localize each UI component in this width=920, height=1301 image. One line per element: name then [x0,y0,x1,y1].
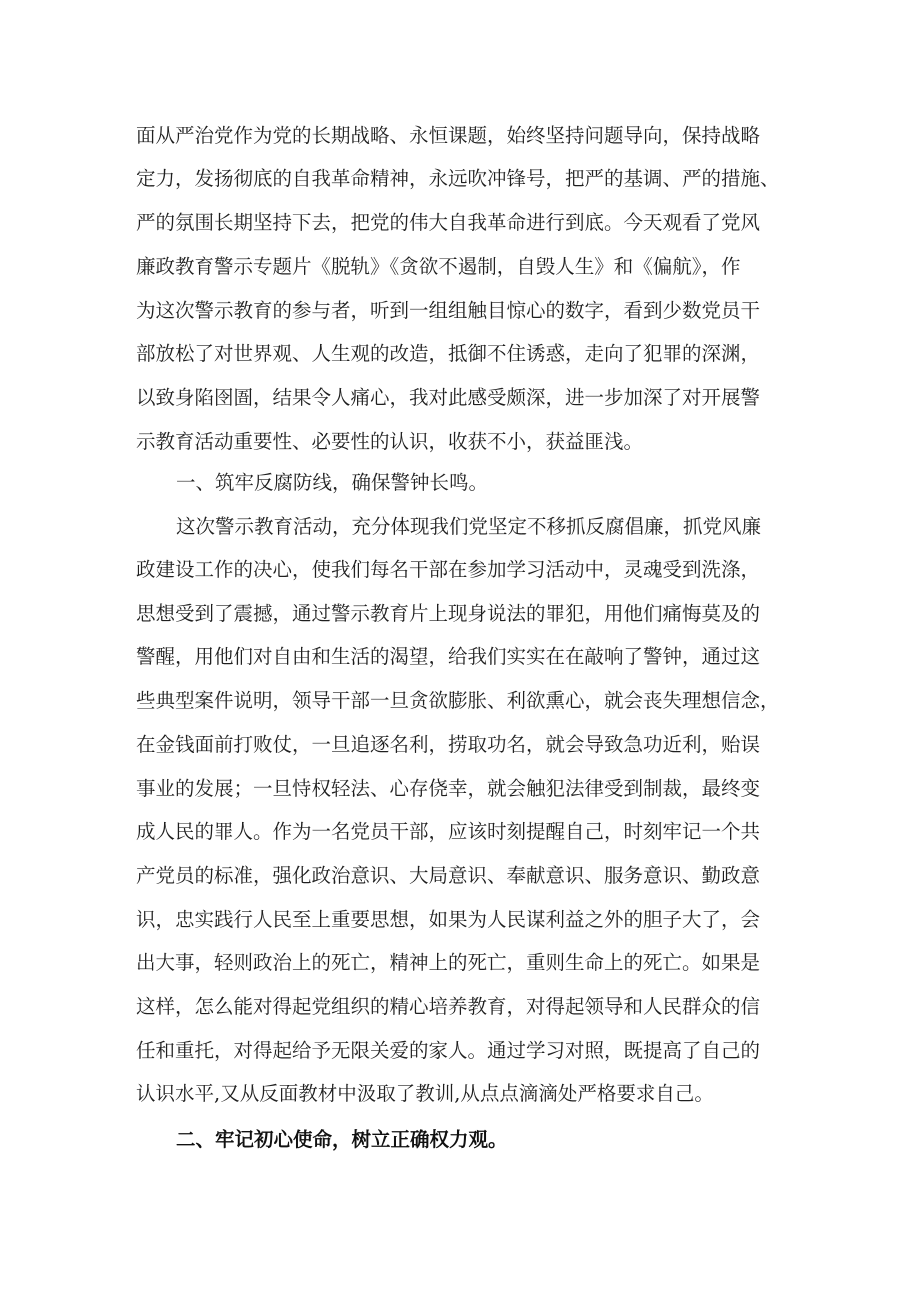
paragraph-line: 产党员的标准，强化政治意识、大局意识、奉献意识、服务意识、勤政意 [136,864,761,887]
paragraph-line: 事业的发展；一旦恃权轻法、心存侥幸，就会触犯法律受到制裁，最终变 [136,777,761,800]
paragraph-line: 定力，发扬彻底的自我革命精神，永远吹冲锋号，把严的基调、严的措施、 [136,167,780,190]
paragraph-line: 成人民的罪人。作为一名党员干部，应该时刻提醒自己，时刻牢记一个共 [136,820,761,843]
paragraph-line: 示教育活动重要性、必要性的认识，收获不小，获益匪浅。 [136,430,644,453]
paragraph-line: 认识水平,又从反面教材中汲取了教训,从点点滴滴处严格要求自己。 [136,1082,714,1105]
paragraph-line: 些典型案件说明，领导干部一旦贪欲膨胀、利欲熏心，就会丧失理想信念， [136,689,780,712]
paragraph-line: 为这次警示教育的参与者，听到一组组触目惊心的数字，看到少数党员干 [136,299,761,322]
section-heading-1: 一、筑牢反腐防线，确保警钟长鸣。 [176,471,489,494]
paragraph-line: 识，忠实践行人民至上重要思想，如果为人民谋利益之外的胆子大了，会 [136,908,761,931]
paragraph-line: 部放松了对世界观、人生观的改造，抵御不住诱惑，走向了犯罪的深渊， [136,342,761,365]
paragraph-line: 思想受到了震撼，通过警示教育片上现身说法的罪犯，用他们痛悔莫及的 [136,602,761,625]
paragraph-line: 这次警示教育活动，充分体现我们党坚定不移抓反腐倡廉，抓党风廉 [176,515,762,538]
paragraph-line: 以致身陷囹圄，结果令人痛心，我对此感受颇深，进一步加深了对开展警 [136,386,761,409]
paragraph-line: 这样，怎么能对得起党组织的精心培养教育，对得起领导和人民群众的信 [136,995,761,1018]
paragraph-line: 廉政教育警示专题片《脱轨》《贪欲不遏制，自毁人生》和《偏航》，作 [136,255,741,278]
paragraph-line: 在金钱面前打败仗，一旦追逐名利，捞取功名，就会导致急功近利，贻误 [136,733,761,756]
section-heading-2: 二、牢记初心使命，树立正确权力观。 [176,1128,508,1151]
paragraph-line: 严的氛围长期坚持下去，把党的伟大自我革命进行到底。今天观看了党风 [136,211,761,234]
paragraph-line: 政建设工作的决心，使我们每名干部在参加学习活动中，灵魂受到洗涤， [136,558,761,581]
paragraph-line: 面从严治党作为党的长期战略、永恒课题，始终坚持问题导向，保持战略 [136,124,761,147]
paragraph-line: 任和重托，对得起给予无限关爱的家人。通过学习对照，既提高了自己的 [136,1039,761,1062]
paragraph-line: 出大事，轻则政治上的死亡，精神上的死亡，重则生命上的死亡。如果是 [136,951,761,974]
paragraph-line: 警醒，用他们对自由和生活的渴望，给我们实实在在敲响了警钟，通过这 [136,645,761,668]
